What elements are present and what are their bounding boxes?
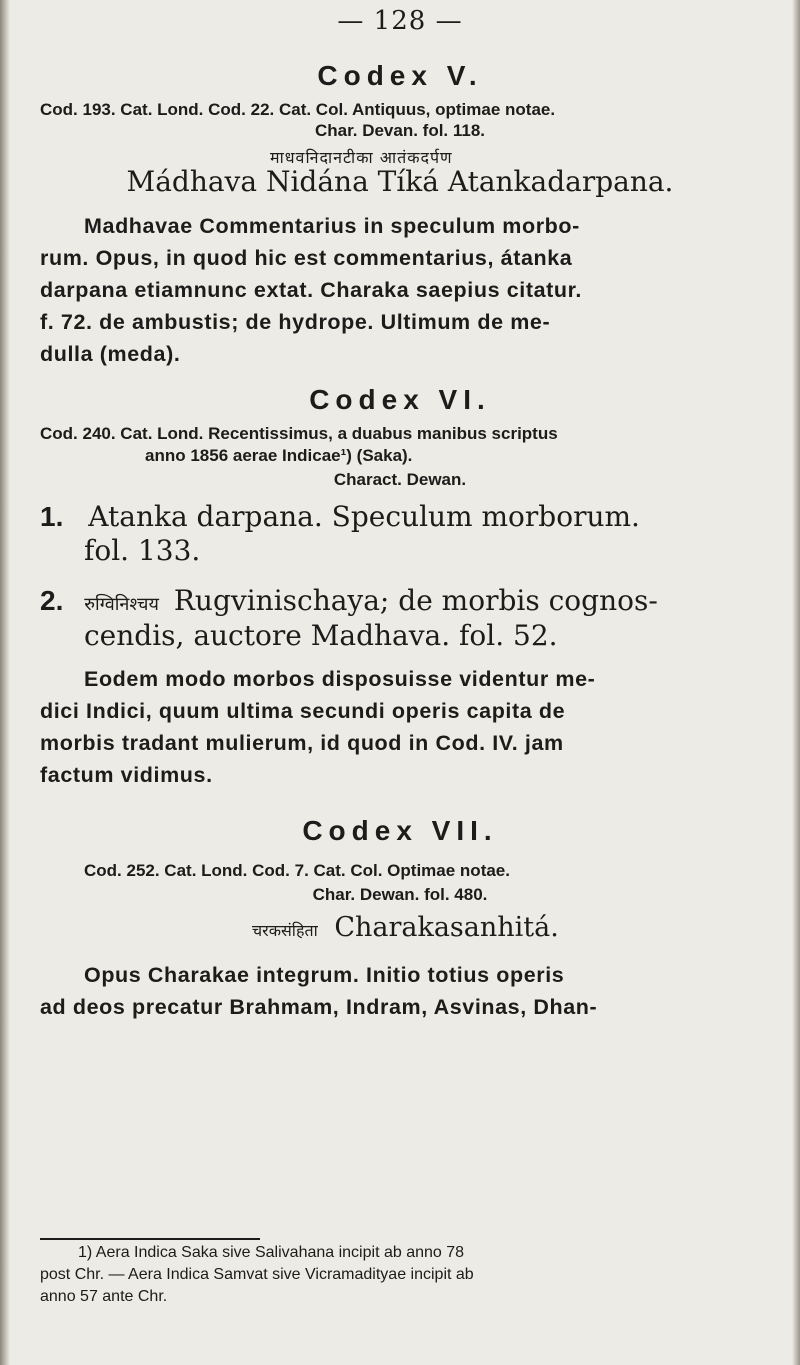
codex-6-meta-line2: anno 1856 aerae Indicae¹) (Saka). — [145, 446, 413, 465]
codex-5-meta-line1: Cod. 193. Cat. Lond. Cod. 22. Cat. Col. Antiquus, optimae notae. — [40, 100, 556, 119]
codex-7-text-line1: Opus Charakae integrum. Initio totius operis — [84, 963, 565, 987]
item-2-devanagari: रुग्विनिश्चय — [84, 594, 159, 615]
codex-5-devanagari-title: माधवनिदानटीका आतंकदर्पण — [270, 148, 453, 167]
codex-5-text-line2: rum. Opus, in quod hic est commentarius, átanka — [40, 246, 573, 270]
codex-6-item-1-folio: fol. 133. — [84, 534, 201, 567]
codex-5-text-line1: Madhavae Commentarius in speculum morbo- — [84, 214, 580, 238]
codex-6-text-line1: Eodem modo morbos disposuisse videntur me- — [84, 667, 596, 691]
codex-6-item-1 — [40, 500, 640, 533]
codex-5-heading: Codex V. — [317, 60, 483, 91]
codex-6-item-2-line2: cendis, auctore Madhava. fol. 52. — [84, 619, 558, 652]
footnote-line3: anno 57 ante Chr. — [40, 1288, 168, 1305]
item-1-number: 1. — [40, 501, 64, 532]
codex-5-text-line3: darpana etiamnunc extat. Charaka saepius citatur. — [40, 278, 583, 302]
codex-7-text-line2: ad deos precatur Brahmam, Indram, Asvinas, Dhan- — [40, 995, 598, 1019]
codex-6-heading: Codex VI. — [309, 384, 491, 415]
codex-7-title-line — [252, 912, 559, 943]
codex-7-meta-line1: Cod. 252. Cat. Lond. Cod. 7. Cat. Col. Optimae notae. — [84, 861, 510, 880]
codex-5-title: Mádhava Nidána Tíká Atankadarpana. — [126, 165, 674, 198]
codex-6-text-line2: dici Indici, quum ultima secundi operis capita de — [40, 699, 566, 723]
codex-7-devanagari: चरकसंहिता — [252, 921, 318, 940]
codex-5-text-line5: dulla (meda). — [40, 342, 181, 366]
page-number: — 128 — — [337, 6, 463, 36]
codex-7-title: Charakasanhitá. — [334, 912, 559, 943]
codex-5-meta-line2: Char. Devan. fol. 118. — [314, 121, 486, 140]
codex-7-heading: Codex VII. — [302, 815, 498, 846]
codex-7-meta-line2: Char. Dewan. fol. 480. — [312, 885, 488, 904]
item-2-number: 2. — [40, 585, 64, 616]
item-1-title: Atanka darpana. Speculum morborum. — [88, 500, 640, 533]
codex-6-text-line3: morbis tradant mulierum, id quod in Cod. IV. jam — [40, 731, 564, 755]
codex-6-meta-line3: Charact. Dewan. — [333, 470, 467, 489]
footnote-line1: 1) Aera Indica Saka sive Salivahana incipit ab anno 78 — [78, 1244, 465, 1261]
item-2-title: Rugvinischaya; de morbis cognos- — [173, 584, 658, 617]
codex-5-text-line4: f. 72. de ambustis; de hydrope. Ultimum de me- — [40, 310, 551, 334]
codex-6-meta-line1: Cod. 240. Cat. Lond. Recentissimus, a duabus manibus scriptus — [40, 424, 558, 443]
codex-6-item-2 — [40, 584, 658, 617]
footnote-line2: post Chr. — Aera Indica Samvat sive Vicramadityae incipit ab — [40, 1266, 474, 1283]
codex-6-text-line4: factum vidimus. — [40, 763, 213, 787]
footnote-divider — [40, 1238, 260, 1240]
